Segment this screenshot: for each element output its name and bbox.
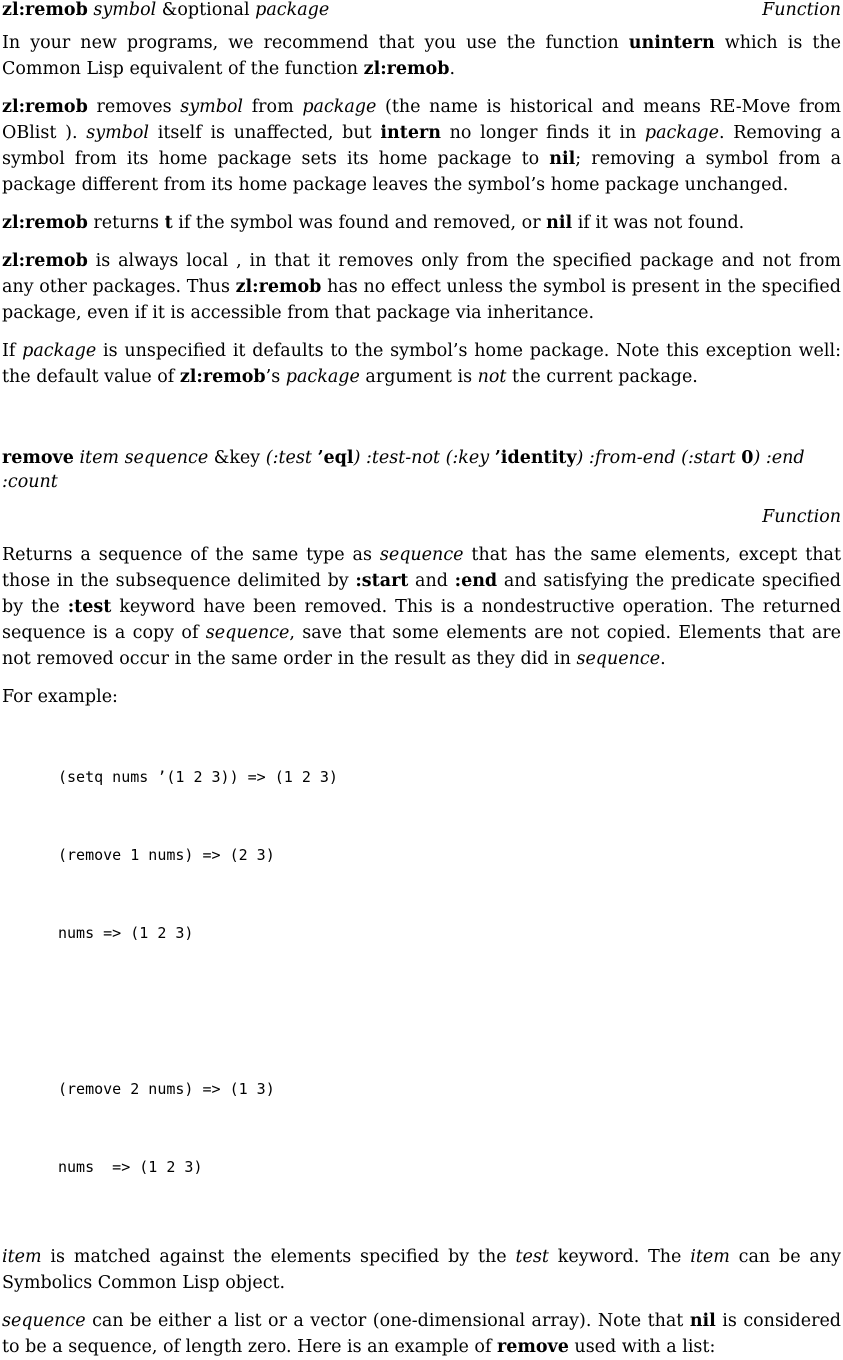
remob-paragraph-2 [2,94,841,198]
remove-name: remove [2,448,74,468]
code-term: ’identity [494,448,577,468]
remob-signature [2,0,841,20]
code-term: zl:remob [2,251,88,271]
text: can be either a list or a vector (one-dimensional array). Note that [85,1311,690,1331]
text: . Removing a symbol from its home package sets its home package to [2,123,841,169]
remob-name: zl:remob [2,0,88,20]
arg-term: ) :test-not (:key [353,448,495,468]
code-term: :test [67,597,112,617]
code-line [58,998,841,1024]
arg-term: item [690,1247,730,1267]
text: argument is [359,367,478,387]
arg-term: symbol [86,123,150,143]
code-term: remove [497,1337,569,1357]
arg-term: sequence [379,545,464,565]
code-line: (setq nums ’(1 2 3)) => (1 2 3) [58,768,338,786]
text: used with a list: [568,1337,716,1357]
text: Returns a sequence of the same type as [2,545,380,565]
arg-term: ) :from-end (:start [576,448,742,468]
arg-term: (:test [265,448,318,468]
remove-paragraph-4 [2,1308,841,1360]
code-term: nil [689,1311,716,1331]
text: and [408,571,455,591]
code-term: intern [380,123,441,143]
document-page [2,0,841,1360]
code-term: zl:remob [179,367,266,387]
text: &key [208,448,266,468]
text: the current package. [506,367,698,387]
text: if the symbol was found and removed, or [172,213,547,233]
remove-paragraph-1 [2,542,841,672]
text: that has the same elements, except that those in the subsequence delimited by [2,545,841,591]
text: (the name is historical and means RE-Move from OBlist ). [2,97,841,143]
arg-term: package [22,341,97,361]
text: . [449,59,456,79]
remob-arg-package: package [255,0,330,20]
text: which is the Common Lisp equivalent of the function [2,33,841,79]
text: itself is unaffected, but [149,123,381,143]
text: from [243,97,303,117]
text: has no effect unless the symbol is present in the specified package, even if it is accessible from that package via inheritance. [2,277,841,323]
arg-term: symbol [180,97,244,117]
arg-term: sequence [2,1311,86,1331]
text: can be any Symbolics Common Lisp object. [2,1247,842,1293]
remove-paragraph-3 [2,1244,841,1296]
text: removes [87,97,181,117]
emphasis: not [477,367,507,387]
remob-arg-symbol: symbol [93,0,157,20]
text: keyword. The [548,1247,691,1267]
code-line: nums => (1 2 3) [58,924,194,942]
text: no longer finds it in [440,123,645,143]
code-term: zl:remob [363,59,450,79]
remob-paragraph-4 [2,248,841,326]
remove-kind-label: Function [762,507,841,527]
code-term: zl:remob [2,97,88,117]
remove-signature [2,446,841,494]
code-term: :end [454,571,498,591]
text: and satisfying the predicate specified by the [2,571,841,617]
remob-arg-optional: &optional [161,0,250,20]
text: ’s [265,367,286,387]
remob-paragraph-1 [2,30,841,82]
text: ; removing a symbol from a package different from its home package leaves the symbol’s home package unchanged. [2,149,841,195]
code-term: t [164,213,173,233]
text: In your new programs, we recommend that you use the function [2,33,629,53]
code-term: unintern [628,33,715,53]
code-term: 0 [741,448,754,468]
remob-paragraph-5 [2,338,841,390]
arg-term: test [515,1247,549,1267]
remob-kind-label: Function [762,0,841,20]
arg-term: sequence [205,623,290,643]
code-term: nil [549,149,576,169]
code-line: (remove 1 nums) => (2 3) [58,846,275,864]
text: . [660,649,666,669]
remob-signature-left [2,0,329,20]
text: is matched against the elements specified by the [41,1247,516,1267]
arg-term: package [302,97,377,117]
remove-paragraph-2: For example: [2,687,118,707]
text: , save that some elements are not copied. Elements that are not removed occur in the same order in the result as they did in [2,623,841,669]
arg-term: package [285,367,360,387]
code-term: :start [355,571,409,591]
code-term: nil [546,213,573,233]
text: If [2,341,23,361]
code-line: (remove 2 nums) => (1 3) [58,1080,275,1098]
text: is always local , in that it removes only from the specified package and not from any other packages. Thus [2,251,841,297]
remob-paragraph-3 [2,210,841,236]
arg-term: item sequence [79,448,209,468]
arg-term: item [2,1247,42,1267]
text: if it was not found. [572,213,745,233]
code-term: ’eql [317,448,354,468]
code-example [58,712,841,1232]
text: is considered to be a sequence, of length zero. Here is an example of [2,1311,842,1357]
text: returns [87,213,165,233]
arg-term: ) :end :count [2,448,805,492]
text: is unspecified it defaults to the symbol’s home package. Note this exception well: the default value of [2,341,842,387]
code-term: zl:remob [235,277,322,297]
text: keyword have been removed. This is a nondestructive operation. The returned sequence is a copy of [2,597,841,643]
arg-term: package [644,123,719,143]
code-line: nums => (1 2 3) [58,1158,203,1176]
code-term: zl:remob [2,213,88,233]
arg-term: sequence [576,649,661,669]
